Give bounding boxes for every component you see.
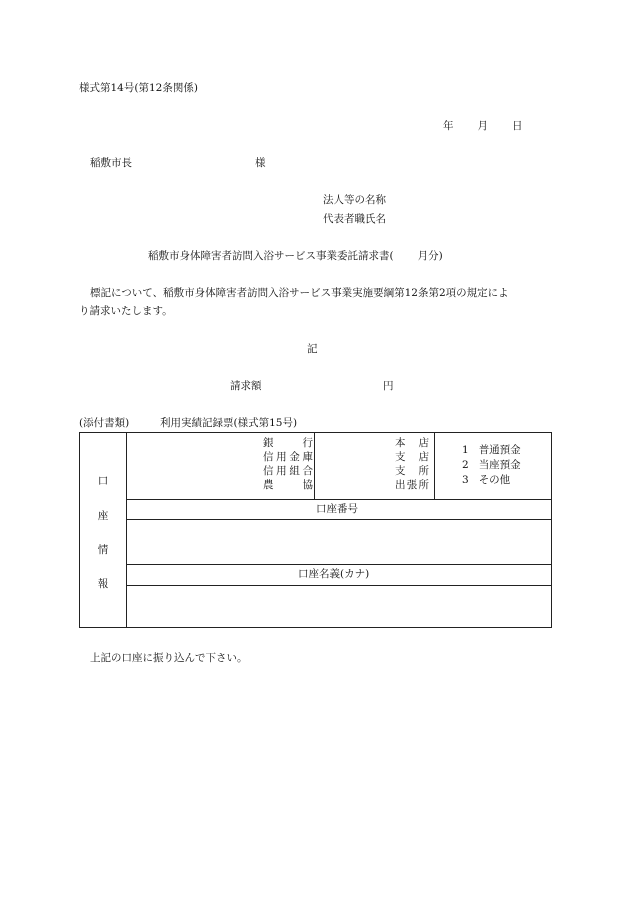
attachment-item: 利用実績記録票(様式第15号) — [160, 417, 298, 429]
claim-label: 請求額 — [230, 380, 262, 392]
account-type-ordinary: 1 普通預金 — [462, 444, 521, 456]
account-holder-field[interactable] — [128, 587, 548, 625]
account-number-label: 口座番号 — [316, 503, 358, 515]
institution-bank: 銀 行 — [263, 437, 313, 449]
table-line — [314, 433, 315, 499]
body-line-1: 標記について、稲敷市身体障害者訪問入浴サービス事業実施要綱第12条第2項の規定によ — [90, 287, 509, 299]
account-type-current: 2 当座預金 — [462, 459, 521, 471]
table-line — [434, 433, 435, 499]
branch-branch: 支 店 — [395, 451, 429, 463]
document-title — [148, 250, 443, 263]
form-number: 様式第14号(第12条関係) — [79, 82, 198, 94]
representative-label: 代表者職氏名 — [323, 213, 386, 225]
ki-heading: 記 — [307, 343, 318, 355]
title-month-unit: 月分) — [417, 250, 443, 262]
side-label-char: 座 — [97, 510, 109, 522]
date-year: 年 — [443, 120, 454, 132]
footer-text: 上記の口座に振り込んで下さい。 — [90, 652, 248, 664]
account-type-other: 3 その他 — [462, 474, 511, 486]
claim-unit: 円 — [383, 380, 394, 392]
branch-agency: 出 張 所 — [395, 479, 429, 491]
date-line — [443, 120, 523, 133]
side-label-char: 口 — [97, 475, 109, 487]
corp-name-label: 法人等の名称 — [323, 194, 386, 206]
branch-head-office: 本 店 — [395, 437, 429, 449]
institution-shinkumi: 信 用 組 合 — [263, 465, 313, 477]
institution-nokyo: 農 協 — [263, 479, 313, 491]
date-month: 月 — [477, 120, 488, 132]
account-number-field[interactable] — [128, 521, 548, 561]
table-line — [126, 499, 551, 500]
table-line — [126, 585, 551, 586]
side-label-char: 情 — [97, 544, 109, 556]
addressee-honorific: 様 — [255, 157, 266, 169]
date-day: 日 — [512, 120, 523, 132]
body-line-2: り請求いたします。 — [79, 305, 173, 317]
title-main: 稲敷市身体障害者訪問入浴サービス事業委託請求書( — [148, 250, 394, 262]
attachment-label: (添付書類) — [79, 417, 130, 429]
table-line — [126, 564, 551, 565]
account-info-table — [79, 432, 552, 628]
branch-sub-office: 支 所 — [395, 465, 429, 477]
table-line — [126, 433, 127, 627]
account-holder-label: 口座名義(カナ) — [298, 568, 370, 580]
addressee-name: 稲敷市長 — [90, 157, 132, 169]
side-label-char: 報 — [97, 578, 109, 590]
institution-shinkin: 信 用 金 庫 — [263, 451, 313, 463]
table-line — [126, 519, 551, 520]
